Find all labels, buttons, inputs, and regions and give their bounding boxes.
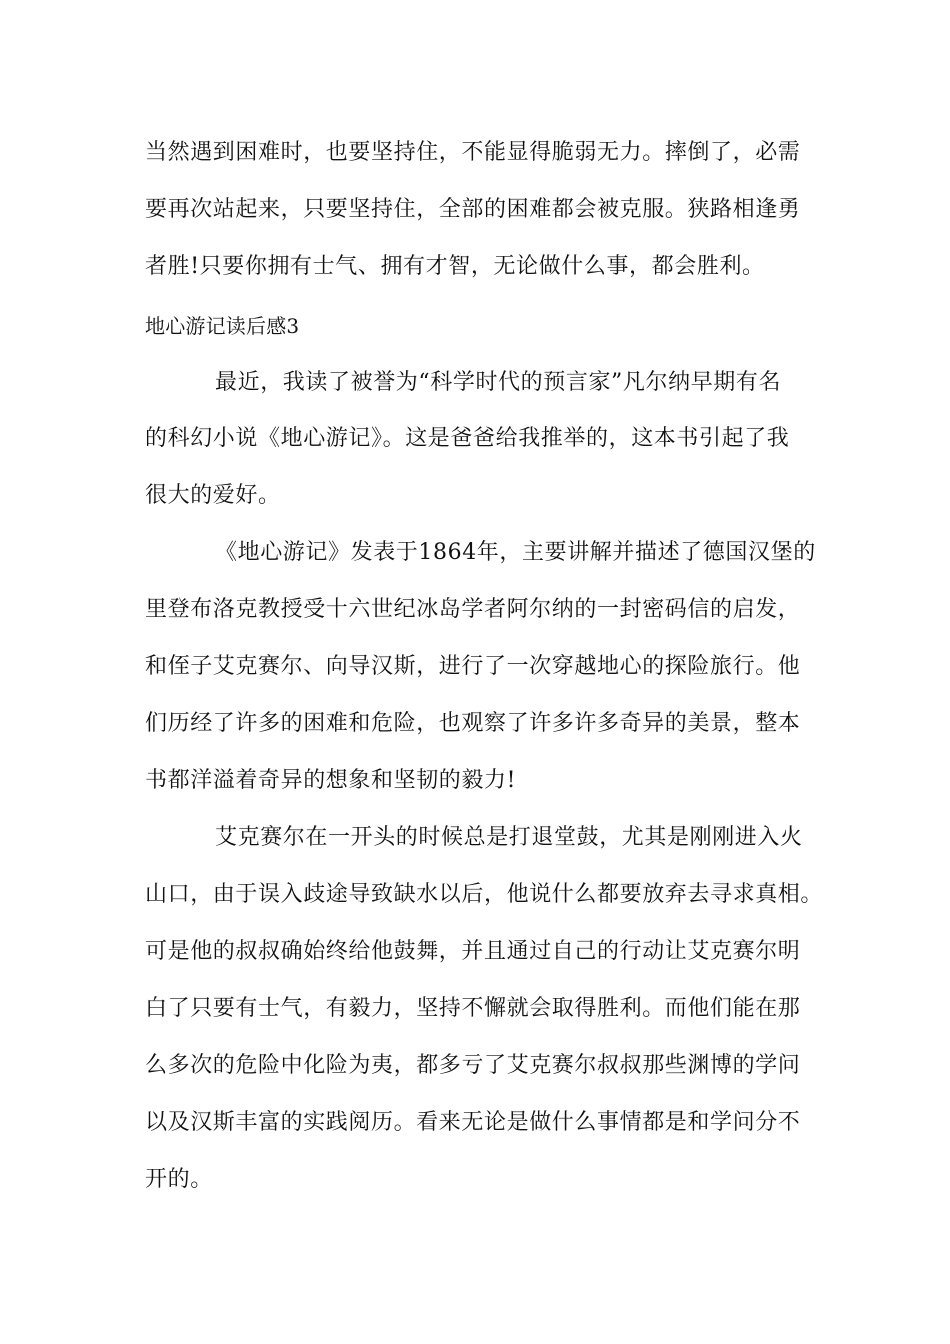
paragraph-line: 书都洋溢着奇异的想象和坚韧的毅力! — [145, 768, 517, 793]
paragraph-line: 最近，我读了被誉为“科学时代的预言家”凡尔纳早期有名 — [215, 370, 782, 395]
paragraph-line: 们历经了许多的困难和危险，也观察了许多许多奇异的美景，整本 — [145, 711, 801, 736]
paragraph-line: 很大的爱好。 — [145, 483, 281, 508]
paragraph-line: 要再次站起来，只要坚持住，全部的困难都会被克服。狭路相逢勇 — [145, 197, 801, 222]
paragraph-line: 开的。 — [145, 1167, 213, 1192]
paragraph-line: 的科幻小说《地心游记》。这是爸爸给我推举的，这本书引起了我 — [145, 426, 790, 451]
paragraph-line: 当然遇到困难时，也要坚持住，不能显得脆弱无力。摔倒了，必需 — [145, 140, 801, 165]
paragraph-line: 白了只要有士气，有毅力，坚持不懈就会取得胜利。而他们能在那 — [145, 996, 801, 1021]
paragraph-line: 可是他的叔叔确始终给他鼓舞，并且通过自己的行动让艾克赛尔明 — [145, 939, 801, 964]
paragraph-line: 以及汉斯丰富的实践阅历。看来无论是做什么事情都是和学问分不 — [145, 1110, 801, 1135]
paragraph-line: 么多次的危险中化险为夷，都多亏了艾克赛尔叔叔那些渊博的学问 — [145, 1053, 801, 1078]
paragraph-line: 艾克赛尔在一开头的时候总是打退堂鼓，尤其是刚刚进入火 — [215, 825, 803, 850]
paragraph-line: 《地心游记》发表于1864年，主要讲解并描述了德国汉堡的 — [215, 540, 816, 565]
paragraph-line: 和侄子艾克赛尔、向导汉斯，进行了一次穿越地心的探险旅行。他 — [145, 654, 801, 679]
paragraph-line: 里登布洛克教授受十六世纪冰岛学者阿尔纳的一封密码信的启发， — [145, 597, 801, 622]
paragraph-line: 者胜!只要你拥有士气、拥有才智，无论做什么事，都会胜利。 — [145, 254, 765, 279]
section-heading: 地心游记读后感3 — [145, 314, 300, 338]
paragraph-line: 山口，由于误入歧途导致缺水以后，他说什么都要放弃去寻求真相。 — [145, 882, 824, 907]
